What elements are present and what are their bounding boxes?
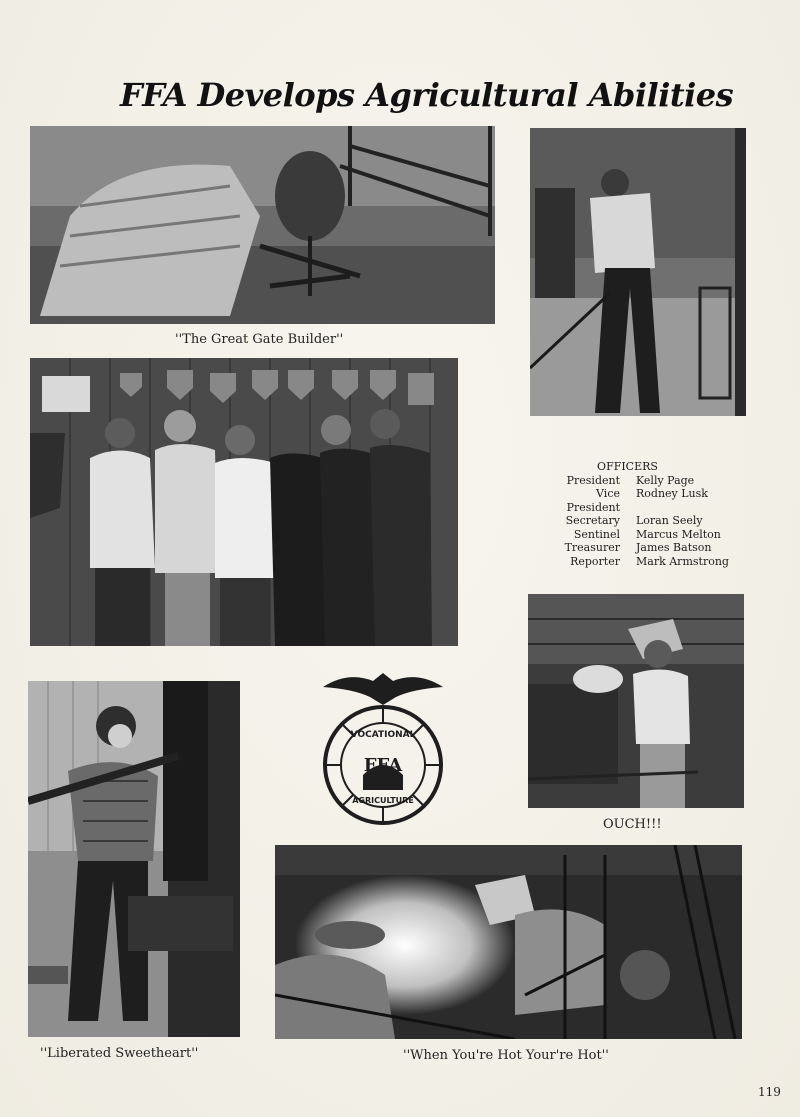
caption-sweetheart: ''Liberated Sweetheart'' xyxy=(40,1046,199,1061)
officer-row xyxy=(540,555,750,569)
emblem-bottom-text: AGRICULTURE xyxy=(352,796,414,805)
officer-name: Kelly Page xyxy=(636,473,695,487)
officer-role: President xyxy=(566,473,620,487)
photo-officers-group xyxy=(30,358,458,646)
officer-row xyxy=(540,474,750,488)
ffa-emblem xyxy=(318,665,448,825)
officer-role: Vice President xyxy=(566,487,620,514)
officer-role: Secretary xyxy=(565,514,620,527)
ffa-emblem-icon xyxy=(318,665,448,825)
photo-gate-builder xyxy=(30,126,495,324)
caption-hot: ''When You're Hot Your're Hot'' xyxy=(403,1048,609,1063)
officer-name: Mark Armstrong xyxy=(636,554,729,568)
page-title: FFA Develops Agricultural Abilities xyxy=(120,76,734,114)
photo-welder-right xyxy=(530,128,746,416)
officers-list xyxy=(540,460,750,568)
officers-heading: OFFICERS xyxy=(597,460,658,473)
photo-ouch-welder xyxy=(528,594,744,808)
photo-welding-sparks xyxy=(275,845,742,1039)
emblem-center-text: FFA xyxy=(363,755,403,776)
caption-ouch: OUCH!!! xyxy=(603,817,662,832)
officer-row xyxy=(540,541,750,555)
photo-sweetheart xyxy=(28,681,240,1037)
officer-role: Sentinel xyxy=(573,527,620,541)
officer-role: Reporter xyxy=(570,554,620,568)
emblem-top-text: VOCATIONAL xyxy=(350,730,416,740)
officer-row xyxy=(540,528,750,542)
officer-name: Marcus Melton xyxy=(636,527,721,541)
officer-role: Treasurer xyxy=(564,541,620,554)
page-number: 119 xyxy=(758,1085,781,1099)
officer-row xyxy=(540,514,750,528)
officer-name: Rodney Lusk xyxy=(636,487,708,500)
officer-name: Loran Seely xyxy=(636,514,703,527)
officer-row xyxy=(540,487,750,514)
officer-name: James Batson xyxy=(636,541,712,554)
caption-gate-builder: ''The Great Gate Builder'' xyxy=(175,332,344,347)
